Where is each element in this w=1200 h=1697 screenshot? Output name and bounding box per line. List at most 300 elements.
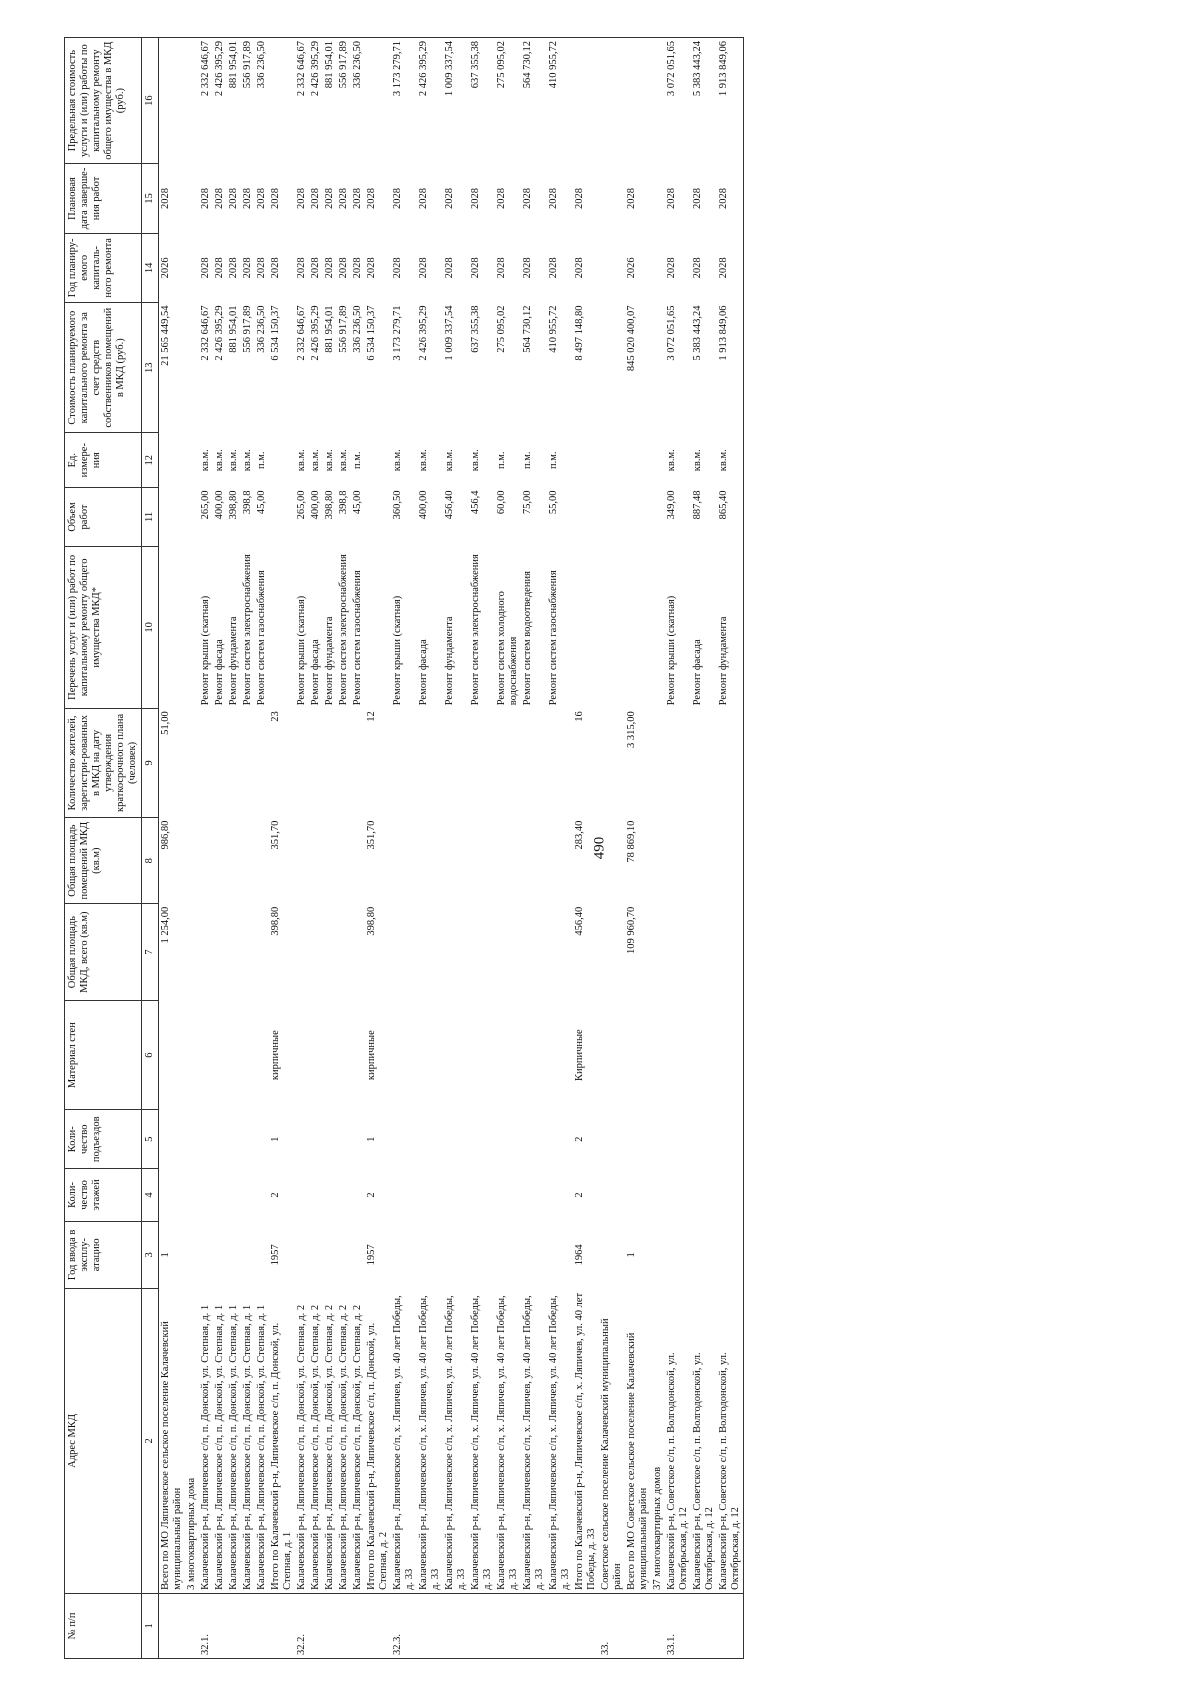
table-cell: 2028 bbox=[522, 257, 533, 279]
table-cell bbox=[625, 488, 651, 547]
table-cell bbox=[469, 818, 495, 904]
table-cell: 2 426 395,29 bbox=[417, 38, 443, 164]
table-cell: 2028 bbox=[444, 187, 455, 209]
table-body bbox=[159, 38, 744, 1659]
table-cell: кв.м. bbox=[666, 449, 677, 472]
column-number: 15 bbox=[142, 164, 159, 233]
table-cell: 398,80 bbox=[228, 490, 239, 520]
table-cell bbox=[309, 1593, 323, 1658]
table-cell: 265,00 bbox=[200, 490, 211, 520]
table-cell bbox=[213, 1593, 227, 1658]
table-cell bbox=[625, 1000, 651, 1109]
table-cell: 2028 bbox=[310, 257, 321, 279]
table-cell bbox=[573, 1593, 599, 1658]
table-cell bbox=[521, 1000, 547, 1109]
table-cell: 410 955,72 bbox=[548, 305, 559, 353]
table-cell bbox=[691, 818, 717, 904]
table-cell bbox=[185, 303, 199, 433]
table-cell bbox=[185, 38, 199, 164]
table-cell: 283,40 bbox=[574, 820, 585, 850]
table-cell bbox=[323, 1000, 337, 1109]
table-cell bbox=[199, 904, 213, 1001]
table-cell bbox=[241, 1221, 255, 1288]
table-cell bbox=[213, 904, 227, 1001]
table-cell: 78 869,10 bbox=[626, 820, 637, 863]
table-cell bbox=[213, 818, 227, 904]
table-row bbox=[651, 38, 665, 1659]
table-cell: 349,00 bbox=[666, 490, 677, 520]
table-cell: Калачевский р-н, Советское с/п, п. Волгодонской, ул. Октябрьская, д. 12 bbox=[717, 1288, 744, 1593]
table-cell: Итого по Калачевский р-н, Ляпичевское с/п, п. Донской, ул. Степная, д. 2 bbox=[365, 1288, 391, 1593]
table-cell: 410 955,72 bbox=[547, 38, 573, 164]
table-cell: Ремонт фасада bbox=[310, 639, 321, 706]
table-cell bbox=[351, 1000, 365, 1109]
table-cell bbox=[337, 1110, 351, 1169]
column-header: Ед. измере-ния bbox=[65, 433, 142, 488]
table-cell bbox=[469, 1169, 495, 1222]
table-cell bbox=[365, 546, 391, 708]
table-cell bbox=[351, 708, 365, 817]
table-cell: Ремонт систем электроснабжения bbox=[470, 554, 481, 706]
table-cell: 2028 bbox=[242, 187, 253, 209]
table-cell: 275 095,02 bbox=[495, 38, 521, 164]
table-cell: Ремонт фундамента bbox=[324, 616, 335, 706]
table-cell bbox=[495, 1169, 521, 1222]
table-cell bbox=[227, 1221, 241, 1288]
table-cell: 3 072 051,65 bbox=[666, 305, 677, 361]
table-cell: 2028 bbox=[692, 187, 703, 209]
table-cell bbox=[323, 904, 337, 1001]
table-cell: 564 730,12 bbox=[521, 38, 547, 164]
column-number: 3 bbox=[142, 1221, 159, 1288]
table-cell bbox=[521, 1593, 547, 1658]
table-cell: 400,00 bbox=[214, 490, 225, 520]
table-cell: 45,00 bbox=[352, 490, 363, 515]
column-header: Коли-чество подъездов bbox=[65, 1110, 142, 1169]
table-cell bbox=[241, 1110, 255, 1169]
table-cell: 32.3. bbox=[391, 1593, 417, 1658]
table-cell: кв.м. bbox=[470, 449, 481, 472]
table-cell: Всего по МО Ляпичевское сельское поселение Калачевский муниципальный район bbox=[159, 1288, 186, 1593]
table-cell bbox=[417, 1110, 443, 1169]
table-cell: 33.1. bbox=[665, 1593, 691, 1658]
table-cell bbox=[391, 1169, 417, 1222]
table-cell bbox=[185, 433, 199, 488]
table-cell bbox=[717, 904, 744, 1001]
table-cell: Ремонт фасада bbox=[214, 639, 225, 706]
table-cell bbox=[665, 818, 691, 904]
table-cell: 1 bbox=[160, 1252, 171, 1258]
table-cell: 2028 bbox=[228, 257, 239, 279]
table-cell: 400,00 bbox=[310, 490, 321, 520]
table-cell: 400,00 bbox=[418, 490, 429, 520]
column-number: 7 bbox=[142, 904, 159, 1001]
table-cell: Ремонт систем электроснабжения bbox=[338, 554, 349, 706]
table-cell: 3 072 051,65 bbox=[665, 38, 691, 164]
table-cell: 5 383 443,24 bbox=[692, 305, 703, 361]
table-cell: 3 173 279,71 bbox=[391, 38, 417, 164]
table-row bbox=[227, 38, 241, 1659]
table-cell: 1957 bbox=[366, 1244, 377, 1266]
table-cell: 336 236,50 bbox=[255, 38, 269, 164]
table-cell bbox=[625, 1593, 651, 1658]
table-cell: п.м. bbox=[256, 451, 267, 469]
table-cell: кв.м. bbox=[324, 449, 335, 472]
table-cell bbox=[309, 1110, 323, 1169]
table-row bbox=[443, 38, 469, 1659]
table-row bbox=[323, 38, 337, 1659]
page-number: 490 bbox=[591, 836, 608, 860]
table-cell: 2028 bbox=[692, 257, 703, 279]
table-cell: 1 913 849,06 bbox=[717, 303, 744, 433]
column-header: Количество жителей, зарегистри-рованных в МКД на дату утверждения краткосрочного плана (человек) bbox=[65, 708, 142, 817]
table-cell bbox=[651, 1000, 665, 1109]
table-cell bbox=[417, 1169, 443, 1222]
table-cell bbox=[717, 818, 744, 904]
table-cell bbox=[185, 708, 199, 817]
table-cell: Ремонт фундамента bbox=[444, 616, 455, 706]
table-cell bbox=[351, 818, 365, 904]
table-cell: 556 917,89 bbox=[242, 305, 253, 353]
table-row bbox=[469, 38, 495, 1659]
table-cell: 2 426 395,29 bbox=[214, 305, 225, 361]
table-cell bbox=[159, 433, 186, 488]
table-cell: Калачевский р-н, Ляпичевское с/п, х. Ляпичев, ул. 40 лет Победы, д. 33 bbox=[469, 1288, 495, 1593]
table-cell bbox=[391, 904, 417, 1001]
column-number: 10 bbox=[142, 546, 159, 708]
table-cell bbox=[547, 818, 573, 904]
table-cell bbox=[391, 1110, 417, 1169]
table-cell: 1 bbox=[270, 1136, 281, 1142]
table-cell bbox=[521, 708, 547, 817]
table-cell bbox=[337, 1221, 351, 1288]
table-cell bbox=[665, 708, 691, 817]
table-row bbox=[365, 38, 391, 1659]
table-cell bbox=[295, 904, 309, 1001]
table-cell: 2028 bbox=[418, 187, 429, 209]
table-cell bbox=[309, 818, 323, 904]
table-cell: Калачевский р-н, Ляпичевское с/п, п. Донской, ул. Степная, д. 2 bbox=[309, 1288, 323, 1593]
table-cell bbox=[185, 233, 199, 302]
table-cell: 881 954,01 bbox=[324, 305, 335, 353]
table-row bbox=[159, 38, 186, 1659]
table-cell bbox=[495, 1221, 521, 1288]
column-header: Общая площадь МКД, всего (кв.м) bbox=[65, 904, 142, 1001]
table-cell: Калачевский р-н, Ляпичевское с/п, п. Донской, ул. Степная, д. 1 bbox=[199, 1288, 213, 1593]
table-cell: 2028 bbox=[548, 257, 559, 279]
table-cell bbox=[443, 904, 469, 1001]
table-cell bbox=[255, 904, 269, 1001]
table-cell: 2028 bbox=[444, 257, 455, 279]
table-cell bbox=[351, 1593, 365, 1658]
table-cell bbox=[599, 38, 625, 164]
table-cell bbox=[469, 708, 495, 817]
table-cell: 2028 bbox=[366, 187, 377, 209]
table-cell: 2028 bbox=[574, 187, 585, 209]
column-header: Год планиру-емого капиталь-ного ремонта bbox=[65, 233, 142, 302]
table-cell: 456,40 bbox=[444, 490, 455, 520]
table-cell bbox=[227, 1593, 241, 1658]
table-cell: Калачевский р-н, Ляпичевское с/п, х. Ляпичев, ул. 40 лет Победы, д. 33 bbox=[443, 1288, 469, 1593]
table-cell: 1 bbox=[366, 1136, 377, 1142]
table-cell: 456,4 bbox=[470, 490, 481, 515]
table-cell bbox=[255, 708, 269, 817]
table-cell bbox=[391, 1221, 417, 1288]
table-cell bbox=[665, 1110, 691, 1169]
table-cell: Ремонт фундамента bbox=[228, 616, 239, 706]
table-cell bbox=[159, 1000, 186, 1109]
table-row bbox=[269, 38, 295, 1659]
table-cell bbox=[599, 546, 625, 708]
table-cell: 33. bbox=[599, 1593, 625, 1658]
table-cell bbox=[443, 1169, 469, 1222]
table-cell: Ремонт крыши (скатная) bbox=[296, 595, 307, 706]
table-cell: 2028 bbox=[270, 187, 281, 209]
column-header: Материал стен bbox=[65, 1000, 142, 1109]
column-header: Плановая дата заверше-ния работ bbox=[65, 164, 142, 233]
table-cell: 2028 bbox=[418, 257, 429, 279]
table-cell bbox=[495, 818, 521, 904]
table-cell: кв.м. bbox=[200, 449, 211, 472]
table-cell bbox=[625, 546, 651, 708]
table-cell: Калачевский р-н, Ляпичевское с/п, п. Донской, ул. Степная, д. 2 bbox=[323, 1288, 337, 1593]
table-cell bbox=[717, 1593, 744, 1658]
table-cell: 1 254,00 bbox=[160, 906, 171, 944]
table-cell: 1 913 849,06 bbox=[717, 38, 744, 164]
table-cell bbox=[199, 1221, 213, 1288]
table-cell bbox=[295, 1169, 309, 1222]
table-cell bbox=[337, 904, 351, 1001]
table-cell: 16 bbox=[574, 711, 585, 722]
table-cell: Калачевский р-н, Ляпичевское с/п, п. Донской, ул. Степная, д. 1 bbox=[213, 1288, 227, 1593]
table-cell bbox=[651, 233, 665, 302]
table-cell bbox=[717, 708, 744, 817]
table-cell bbox=[255, 1221, 269, 1288]
table-cell: 1 009 337,54 bbox=[443, 38, 469, 164]
table-cell bbox=[417, 708, 443, 817]
table-cell bbox=[599, 818, 625, 904]
table-cell: 75,00 bbox=[522, 490, 533, 515]
table-cell bbox=[185, 488, 199, 547]
table-cell: Ремонт систем газоснабжения bbox=[352, 570, 363, 706]
table-cell bbox=[227, 904, 241, 1001]
table-cell bbox=[241, 818, 255, 904]
table-cell: 2028 bbox=[352, 257, 363, 279]
table-cell: кв.м. bbox=[228, 449, 239, 472]
table-cell bbox=[665, 1000, 691, 1109]
table-cell bbox=[599, 904, 625, 1001]
table-cell: 2028 bbox=[392, 187, 403, 209]
table-cell bbox=[573, 488, 599, 547]
table-cell: 360,50 bbox=[392, 490, 403, 520]
table-cell bbox=[691, 1169, 717, 1222]
table-cell bbox=[691, 1593, 717, 1658]
table-row bbox=[185, 38, 199, 1659]
table-cell bbox=[651, 1593, 665, 1658]
table-cell: Итого по Калачевский р-н, Ляпичевское с/п, п. Донской, ул. Степная, д. 1 bbox=[269, 1288, 295, 1593]
table-cell bbox=[651, 38, 665, 164]
table-cell bbox=[599, 233, 625, 302]
table-cell bbox=[365, 1593, 391, 1658]
table-cell bbox=[295, 1221, 309, 1288]
table-cell: 2028 bbox=[470, 187, 481, 209]
table-cell bbox=[269, 38, 295, 164]
table-cell bbox=[443, 818, 469, 904]
table-cell bbox=[547, 1110, 573, 1169]
table-cell bbox=[295, 1000, 309, 1109]
table-cell: 398,80 bbox=[324, 490, 335, 520]
table-cell: 2028 bbox=[574, 257, 585, 279]
table-cell: Всего по МО Советское сельское поселение Калачевский муниципальный район bbox=[625, 1288, 651, 1593]
table-cell bbox=[417, 1593, 443, 1658]
table-cell: кв.м. bbox=[310, 449, 321, 472]
table-cell: Калачевский р-н, Ляпичевское с/п, п. Донской, ул. Степная, д. 1 bbox=[241, 1288, 255, 1593]
table-cell bbox=[337, 708, 351, 817]
table-row bbox=[573, 38, 599, 1659]
column-number: 8 bbox=[142, 818, 159, 904]
table-cell: 351,70 bbox=[366, 820, 377, 850]
table-row bbox=[717, 38, 744, 1659]
table-cell: Калачевский р-н, Ляпичевское с/п, п. Донской, ул. Степная, д. 2 bbox=[337, 1288, 351, 1593]
table-cell bbox=[469, 1221, 495, 1288]
table-cell bbox=[443, 1593, 469, 1658]
table-cell bbox=[337, 1593, 351, 1658]
table-cell bbox=[309, 1221, 323, 1288]
table-cell bbox=[469, 904, 495, 1001]
table-cell: 2028 bbox=[338, 257, 349, 279]
table-cell bbox=[199, 818, 213, 904]
table-cell bbox=[495, 1110, 521, 1169]
table-cell bbox=[599, 303, 625, 433]
table-cell: 2028 bbox=[470, 257, 481, 279]
table-cell bbox=[351, 1110, 365, 1169]
table-cell: Калачевский р-н, Ляпичевское с/п, х. Ляпичев, ул. 40 лет Победы, д. 33 bbox=[521, 1288, 547, 1593]
table-cell: 2028 bbox=[522, 187, 533, 209]
table-cell bbox=[443, 1110, 469, 1169]
table-cell bbox=[599, 164, 625, 233]
table-cell: 8 497 148,80 bbox=[574, 305, 585, 361]
table-row bbox=[391, 38, 417, 1659]
table-cell: 6 534 150,37 bbox=[270, 305, 281, 361]
table-cell bbox=[159, 488, 186, 547]
table-cell: 1964 bbox=[574, 1244, 585, 1266]
table-row bbox=[213, 38, 227, 1659]
table-cell: 2028 bbox=[296, 187, 307, 209]
table-cell: 2028 bbox=[228, 187, 239, 209]
table-cell bbox=[365, 433, 391, 488]
table-cell bbox=[443, 1000, 469, 1109]
table-cell bbox=[495, 708, 521, 817]
table-cell bbox=[185, 164, 199, 233]
table-row bbox=[691, 38, 717, 1659]
table-cell: 5 383 443,24 bbox=[691, 38, 717, 164]
table-cell bbox=[495, 1593, 521, 1658]
table-cell: 2028 bbox=[160, 187, 171, 209]
table-cell bbox=[665, 1169, 691, 1222]
table-cell: 2028 bbox=[310, 187, 321, 209]
table-cell bbox=[651, 433, 665, 488]
table-cell: Калачевский р-н, Ляпичевское с/п, х. Ляпичев, ул. 40 лет Победы, д. 33 bbox=[547, 1288, 573, 1593]
table-cell: Ремонт систем газоснабжения bbox=[548, 570, 559, 706]
table-cell bbox=[241, 1593, 255, 1658]
table-cell: 556 917,89 bbox=[241, 38, 255, 164]
table-cell bbox=[417, 904, 443, 1001]
table-cell: 2 332 646,67 bbox=[200, 305, 211, 361]
table-cell bbox=[337, 818, 351, 904]
table-cell bbox=[351, 1221, 365, 1288]
table-cell: 2 332 646,67 bbox=[199, 38, 213, 164]
table-cell bbox=[717, 1221, 744, 1288]
table-cell: 2026 bbox=[626, 257, 637, 279]
table-cell bbox=[691, 904, 717, 1001]
table-cell: 564 730,12 bbox=[522, 305, 533, 353]
table-cell: 1 009 337,54 bbox=[444, 305, 455, 361]
table-cell bbox=[651, 708, 665, 817]
table-cell bbox=[599, 1110, 625, 1169]
table-cell bbox=[323, 818, 337, 904]
header-row bbox=[65, 38, 142, 1659]
table-cell bbox=[469, 1000, 495, 1109]
table-cell: 21 565 449,54 bbox=[160, 305, 171, 366]
table-cell: 275 095,02 bbox=[496, 305, 507, 353]
table-cell bbox=[213, 1000, 227, 1109]
table-cell: Калачевский р-н, Ляпичевское с/п, п. Донской, ул. Степная, д. 2 bbox=[351, 1288, 365, 1593]
table-cell bbox=[391, 1000, 417, 1109]
table-cell bbox=[599, 488, 625, 547]
table-cell bbox=[269, 546, 295, 708]
table-cell: 2028 bbox=[666, 187, 677, 209]
table-cell bbox=[213, 1110, 227, 1169]
table-cell bbox=[295, 1110, 309, 1169]
table-cell bbox=[295, 818, 309, 904]
table-cell bbox=[443, 708, 469, 817]
table-cell bbox=[255, 1169, 269, 1222]
table-cell bbox=[227, 1000, 241, 1109]
table-row bbox=[199, 38, 213, 1659]
column-header: Общая площадь помещений МКД (кв.м) bbox=[65, 818, 142, 904]
table-cell bbox=[323, 1221, 337, 1288]
table-cell bbox=[199, 708, 213, 817]
table-cell bbox=[573, 38, 599, 164]
table-cell bbox=[269, 1593, 295, 1658]
table-cell bbox=[547, 708, 573, 817]
table-cell: Ремонт систем газоснабжения bbox=[256, 570, 267, 706]
table-cell: 1 bbox=[626, 1252, 637, 1258]
table-cell bbox=[573, 433, 599, 488]
column-number: 12 bbox=[142, 433, 159, 488]
table-cell: 2 426 395,29 bbox=[310, 305, 321, 361]
table-cell bbox=[309, 1169, 323, 1222]
column-number: 4 bbox=[142, 1169, 159, 1222]
table-cell bbox=[625, 433, 651, 488]
table-cell: Калачевский р-н, Ляпичевское с/п, п. Донской, ул. Степная, д. 1 bbox=[227, 1288, 241, 1593]
column-header: Объем работ bbox=[65, 488, 142, 547]
table-cell bbox=[665, 904, 691, 1001]
rotated-sheet bbox=[64, 37, 1136, 1659]
table-cell bbox=[625, 38, 651, 164]
table-row bbox=[295, 38, 309, 1659]
table-cell bbox=[417, 1000, 443, 1109]
table-cell bbox=[323, 1169, 337, 1222]
table-cell: Ремонт систем электроснабжения bbox=[242, 554, 253, 706]
table-cell: Калачевский р-н, Ляпичевское с/п, х. Ляпичев, ул. 40 лет Победы, д. 33 bbox=[417, 1288, 443, 1593]
table-row bbox=[495, 38, 521, 1659]
table-cell: кв.м. bbox=[692, 449, 703, 472]
table-cell: 2028 bbox=[496, 257, 507, 279]
table-cell bbox=[227, 1169, 241, 1222]
table-cell bbox=[295, 708, 309, 817]
table-cell: Калачевский р-н, Ляпичевское с/п, п. Донской, ул. Степная, д. 1 bbox=[255, 1288, 269, 1593]
